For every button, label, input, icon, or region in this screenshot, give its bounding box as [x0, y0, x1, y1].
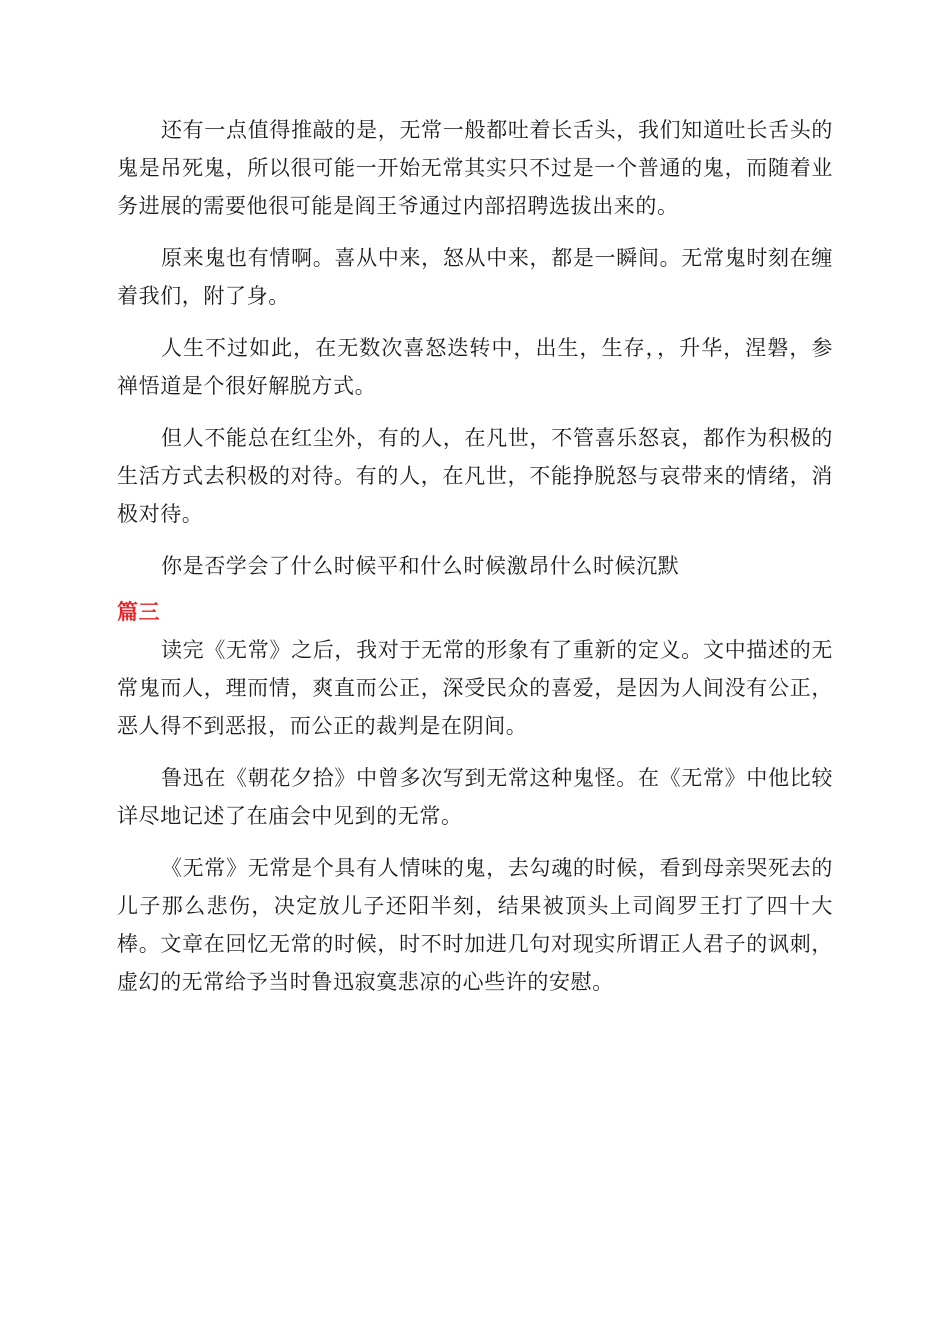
paragraph: 读完《无常》之后，我对于无常的形象有了重新的定义。文中描述的无常鬼而人，理而情，爽直而公正，深受民众的喜爱，是因为人间没有公正，恶人得不到恶报，而公正的裁判是在阴间。 [117, 638, 833, 738]
paragraph: 你是否学会了什么时候平和什么时候激昂什么时候沉默 [161, 554, 680, 578]
paragraph: 《无常》无常是个具有人情味的鬼，去勾魂的时候，看到母亲哭死去的儿子那么悲伤，决定放儿子还阳半刻，结果被顶头上司阎罗王打了四十大棒。文章在回忆无常的时候，时不时加进几句对现实所谓正人君子的讽刺，虚幻的无常给予当时鲁迅寂寞悲凉的心些许的安慰。 [117, 856, 833, 994]
paragraph: 人生不过如此，在无数次喜怒迭转中，出生，生存，，升华，涅磐，参禅悟道是个很好解脱方式。 [117, 336, 833, 398]
paragraph: 原来鬼也有情啊。喜从中来，怒从中来，都是一瞬间。无常鬼时刻在缠着我们，附了身。 [117, 246, 833, 308]
paragraph: 但人不能总在红尘外，有的人，在凡世，不管喜乐怒哀，都作为积极的生活方式去积极的对待。有的人，在凡世，不能挣脱怒与哀带来的情绪，消极对待。 [117, 426, 833, 526]
section-heading: 篇三 [117, 600, 160, 624]
paragraph: 鲁迅在《朝花夕拾》中曾多次写到无常这种鬼怪。在《无常》中他比较详尽地记述了在庙会中见到的无常。 [117, 766, 833, 828]
paragraph: 还有一点值得推敲的是，无常一般都吐着长舌头，我们知道吐长舌头的鬼是吊死鬼，所以很可能一开始无常其实只不过是一个普通的鬼，而随着业务进展的需要他很可能是阎王爷通过内部招聘选拔出来的。 [117, 118, 833, 218]
document-body [117, 111, 833, 1015]
